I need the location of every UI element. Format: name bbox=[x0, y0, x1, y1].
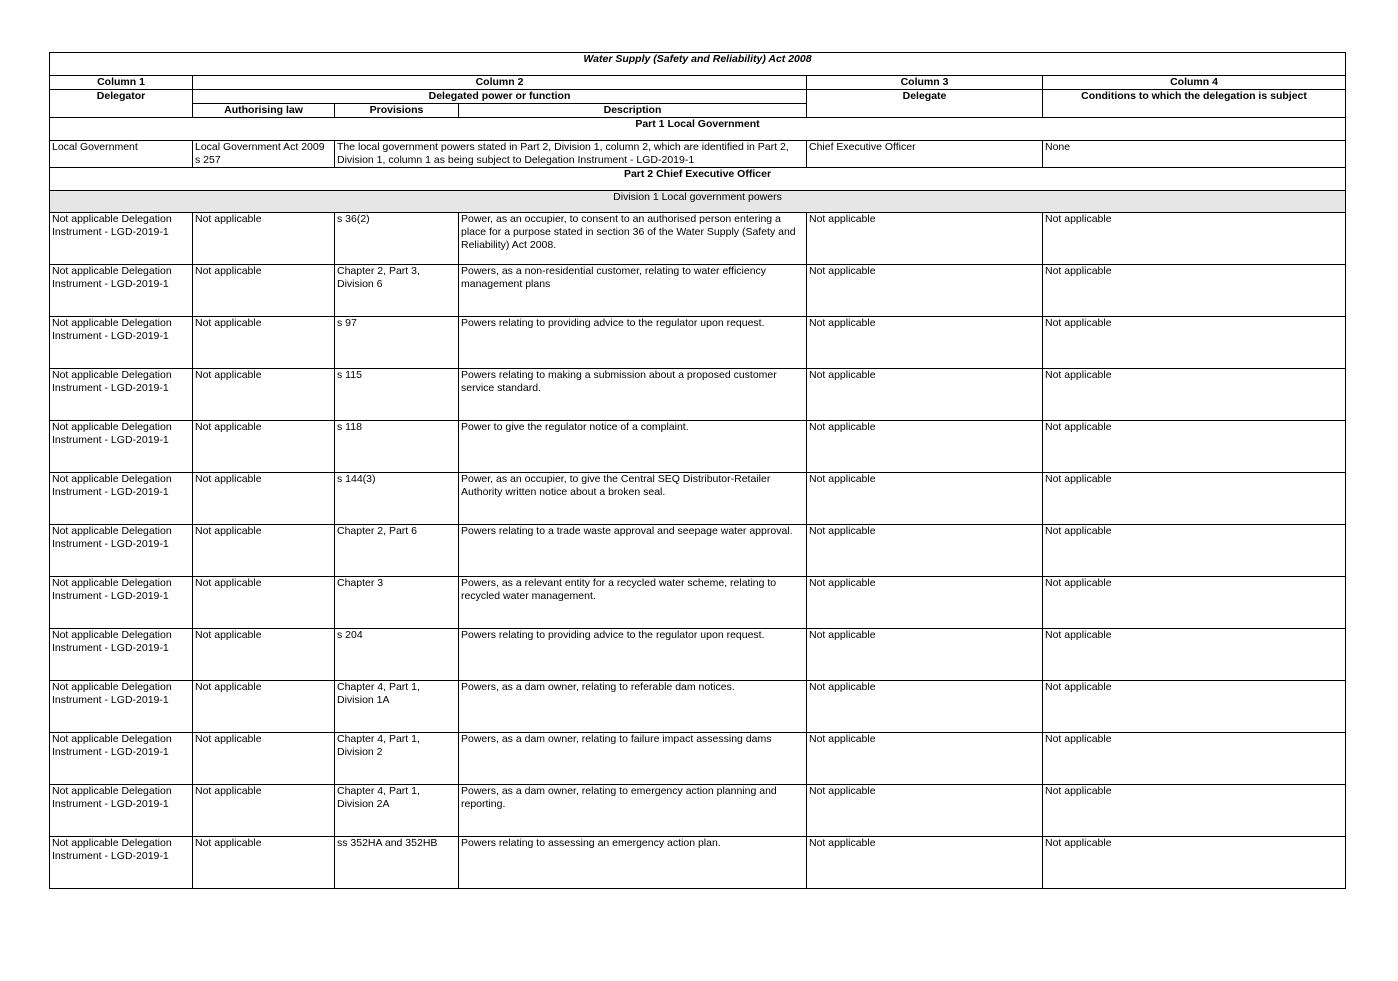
authorising-law-cell: Not applicable bbox=[193, 785, 335, 837]
delegate-cell: Not applicable bbox=[807, 837, 1043, 889]
description-cell: Powers relating to providing advice to the regulator upon request. bbox=[459, 629, 807, 681]
conditions-cell: Not applicable bbox=[1043, 785, 1346, 837]
delegator-cell: Not applicable Delegation Instrument - LGD-2019-1 bbox=[50, 733, 193, 785]
provision-cell: Chapter 4, Part 1, Division 2 bbox=[335, 733, 459, 785]
delegator-cell: Not applicable Delegation Instrument - LGD-2019-1 bbox=[50, 473, 193, 525]
column-4-header: Column 4 bbox=[1043, 76, 1346, 90]
table-row bbox=[50, 577, 1346, 629]
delegate-cell: Not applicable bbox=[807, 369, 1043, 421]
provision-cell: Chapter 3 bbox=[335, 577, 459, 629]
authorising-law-cell: Not applicable bbox=[193, 473, 335, 525]
table-row bbox=[50, 473, 1346, 525]
conditions-cell: Not applicable bbox=[1043, 421, 1346, 473]
provision-cell: Chapter 4, Part 1, Division 2A bbox=[335, 785, 459, 837]
authorising-law-cell: Not applicable bbox=[193, 317, 335, 369]
conditions-cell: Not applicable bbox=[1043, 213, 1346, 265]
table-row bbox=[50, 421, 1346, 473]
delegate-cell: Not applicable bbox=[807, 785, 1043, 837]
description-cell: The local government powers stated in Part 2, Division 1, column 2, which are identified in Part 2, Division 1, column 1 as being subject to Delegation Instrument - LGD-2019-1 bbox=[335, 141, 807, 168]
table-row bbox=[50, 141, 1346, 168]
delegator-cell: Not applicable Delegation Instrument - LGD-2019-1 bbox=[50, 837, 193, 889]
authorising-law-cell: Not applicable bbox=[193, 629, 335, 681]
delegate-cell: Not applicable bbox=[807, 421, 1043, 473]
description-cell: Powers, as a relevant entity for a recycled water scheme, relating to recycled water management. bbox=[459, 577, 807, 629]
description-cell: Powers relating to providing advice to the regulator upon request. bbox=[459, 317, 807, 369]
table-row bbox=[50, 733, 1346, 785]
delegate-cell: Chief Executive Officer bbox=[807, 141, 1043, 168]
description-cell: Powers relating to making a submission about a proposed customer service standard. bbox=[459, 369, 807, 421]
delegate-cell: Not applicable bbox=[807, 733, 1043, 785]
conditions-header: Conditions to which the delegation is subject bbox=[1043, 90, 1346, 118]
delegate-cell: Not applicable bbox=[807, 629, 1043, 681]
delegator-cell: Not applicable Delegation Instrument - LGD-2019-1 bbox=[50, 785, 193, 837]
part-1-heading: Part 1 Local Government bbox=[50, 118, 1346, 141]
description-cell: Power, as an occupier, to consent to an authorised person entering a place for a purpose stated in section 36 of the Water Supply (Safety and Reliability) Act 2008. bbox=[459, 213, 807, 265]
delegate-cell: Not applicable bbox=[807, 213, 1043, 265]
delegator-cell: Not applicable Delegation Instrument - LGD-2019-1 bbox=[50, 629, 193, 681]
authorising-law-cell: Not applicable bbox=[193, 265, 335, 317]
description-cell: Power to give the regulator notice of a complaint. bbox=[459, 421, 807, 473]
provision-cell: Chapter 2, Part 6 bbox=[335, 525, 459, 577]
conditions-cell: Not applicable bbox=[1043, 681, 1346, 733]
description-cell: Powers, as a dam owner, relating to emergency action planning and reporting. bbox=[459, 785, 807, 837]
delegate-cell: Not applicable bbox=[807, 317, 1043, 369]
authorising-law-cell: Not applicable bbox=[193, 681, 335, 733]
authorising-law-cell: Not applicable bbox=[193, 733, 335, 785]
provision-cell: s 204 bbox=[335, 629, 459, 681]
table-row bbox=[50, 785, 1346, 837]
description-cell: Powers, as a non-residential customer, relating to water efficiency management plans bbox=[459, 265, 807, 317]
conditions-cell: Not applicable bbox=[1043, 369, 1346, 421]
description-cell: Powers, as a dam owner, relating to failure impact assessing dams bbox=[459, 733, 807, 785]
provision-cell: s 144(3) bbox=[335, 473, 459, 525]
authorising-law-cell: Not applicable bbox=[193, 213, 335, 265]
table-row bbox=[50, 265, 1346, 317]
conditions-cell: Not applicable bbox=[1043, 525, 1346, 577]
table-row bbox=[50, 681, 1346, 733]
authorising-law-cell: Not applicable bbox=[193, 369, 335, 421]
conditions-cell: Not applicable bbox=[1043, 837, 1346, 889]
table-row bbox=[50, 369, 1346, 421]
description-cell: Powers relating to assessing an emergency action plan. bbox=[459, 837, 807, 889]
conditions-cell: Not applicable bbox=[1043, 473, 1346, 525]
description-cell: Powers relating to a trade waste approval and seepage water approval. bbox=[459, 525, 807, 577]
delegator-cell: Not applicable Delegation Instrument - LGD-2019-1 bbox=[50, 577, 193, 629]
delegate-cell: Not applicable bbox=[807, 473, 1043, 525]
delegate-cell: Not applicable bbox=[807, 681, 1043, 733]
provisions-header: Provisions bbox=[335, 104, 459, 118]
delegator-cell: Not applicable Delegation Instrument - LGD-2019-1 bbox=[50, 681, 193, 733]
delegator-cell: Not applicable Delegation Instrument - LGD-2019-1 bbox=[50, 421, 193, 473]
conditions-cell: Not applicable bbox=[1043, 577, 1346, 629]
column-3-header: Column 3 bbox=[807, 76, 1043, 90]
provision-cell: ss 352HA and 352HB bbox=[335, 837, 459, 889]
provision-cell: Chapter 4, Part 1, Division 1A bbox=[335, 681, 459, 733]
authorising-law-cell: Not applicable bbox=[193, 525, 335, 577]
provision-cell: s 36(2) bbox=[335, 213, 459, 265]
table-row bbox=[50, 629, 1346, 681]
authorising-law-cell: Local Government Act 2009 s 257 bbox=[193, 141, 335, 168]
authorising-law-cell: Not applicable bbox=[193, 421, 335, 473]
delegate-header: Delegate bbox=[807, 90, 1043, 118]
authorising-law-header: Authorising law bbox=[193, 104, 335, 118]
delegate-cell: Not applicable bbox=[807, 265, 1043, 317]
delegate-cell: Not applicable bbox=[807, 525, 1043, 577]
provision-cell: s 118 bbox=[335, 421, 459, 473]
description-cell: Power, as an occupier, to give the Central SEQ Distributor-Retailer Authority written notice about a broken seal. bbox=[459, 473, 807, 525]
document-title: Water Supply (Safety and Reliability) Act 2008 bbox=[50, 53, 1346, 76]
delegate-cell: Not applicable bbox=[807, 577, 1043, 629]
table-row bbox=[50, 213, 1346, 265]
authorising-law-cell: Not applicable bbox=[193, 577, 335, 629]
delegator-cell: Not applicable Delegation Instrument - LGD-2019-1 bbox=[50, 213, 193, 265]
conditions-cell: Not applicable bbox=[1043, 265, 1346, 317]
authorising-law-cell: Not applicable bbox=[193, 837, 335, 889]
provision-cell: s 97 bbox=[335, 317, 459, 369]
provision-cell: s 115 bbox=[335, 369, 459, 421]
table-row bbox=[50, 317, 1346, 369]
delegator-cell: Not applicable Delegation Instrument - LGD-2019-1 bbox=[50, 369, 193, 421]
delegation-table bbox=[49, 52, 1346, 889]
delegator-cell: Not applicable Delegation Instrument - LGD-2019-1 bbox=[50, 525, 193, 577]
delegator-cell: Not applicable Delegation Instrument - LGD-2019-1 bbox=[50, 265, 193, 317]
description-header: Description bbox=[459, 104, 807, 118]
division-1-heading: Division 1 Local government powers bbox=[50, 191, 1346, 213]
conditions-cell: Not applicable bbox=[1043, 317, 1346, 369]
conditions-cell: None bbox=[1043, 141, 1346, 168]
delegator-cell: Not applicable Delegation Instrument - LGD-2019-1 bbox=[50, 317, 193, 369]
provision-cell: Chapter 2, Part 3, Division 6 bbox=[335, 265, 459, 317]
delegator-header: Delegator bbox=[50, 90, 193, 118]
delegated-power-header: Delegated power or function bbox=[193, 90, 807, 104]
table-row bbox=[50, 525, 1346, 577]
table-row bbox=[50, 837, 1346, 889]
column-2-header: Column 2 bbox=[193, 76, 807, 90]
part-2-heading: Part 2 Chief Executive Officer bbox=[50, 168, 1346, 191]
delegator-cell: Local Government bbox=[50, 141, 193, 168]
description-cell: Powers, as a dam owner, relating to referable dam notices. bbox=[459, 681, 807, 733]
conditions-cell: Not applicable bbox=[1043, 629, 1346, 681]
conditions-cell: Not applicable bbox=[1043, 733, 1346, 785]
column-1-header: Column 1 bbox=[50, 76, 193, 90]
